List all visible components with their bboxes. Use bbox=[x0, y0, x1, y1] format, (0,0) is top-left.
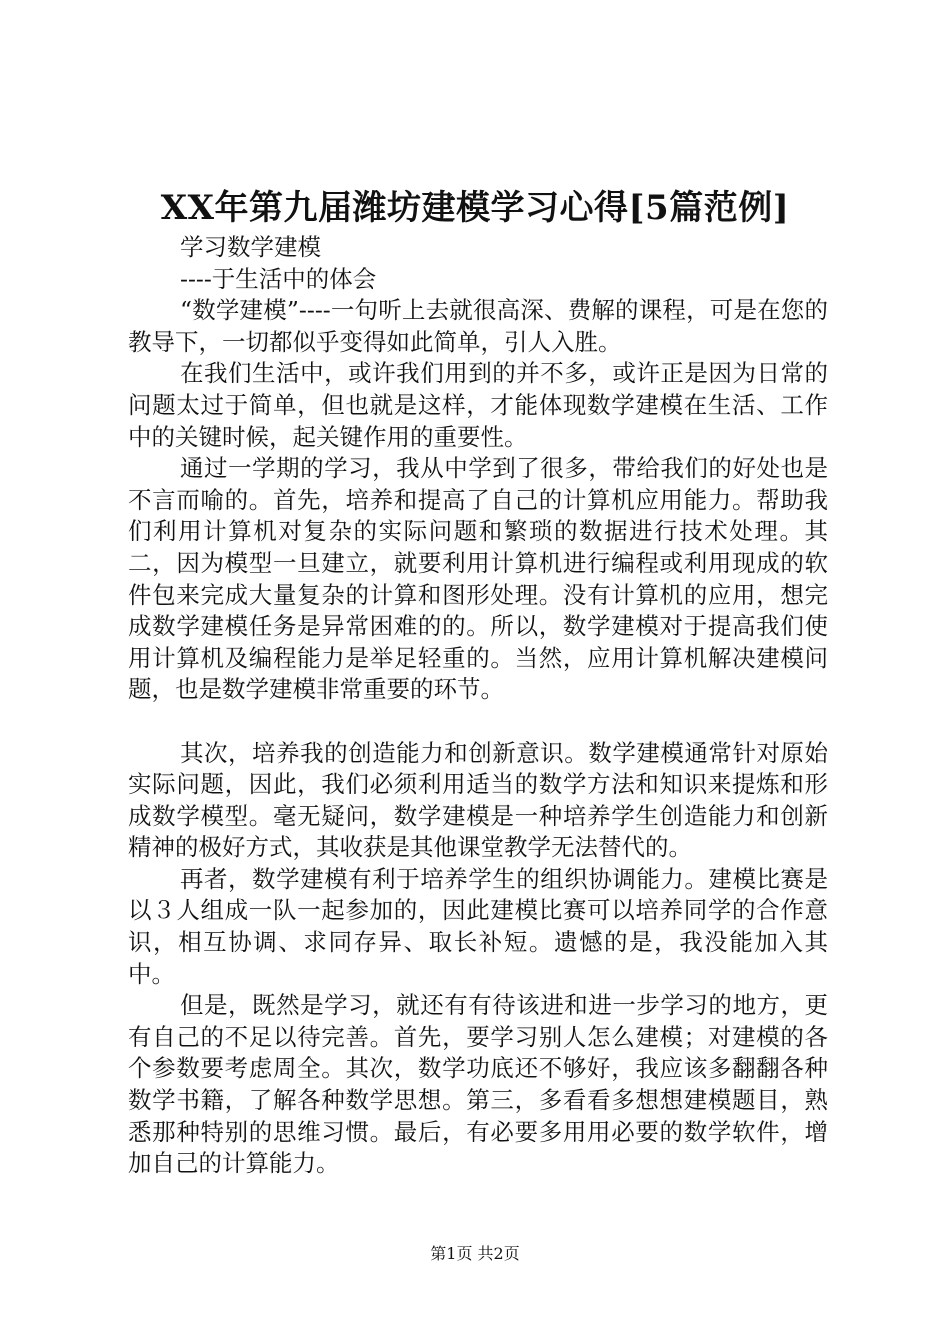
paragraph-1: “数学建模”----一句听上去就很高深、费解的课程，可是在您的教导下，一切都似乎变得如此简单，引人入胜。 bbox=[128, 296, 828, 356]
page-footer: 第1页 共2页 bbox=[430, 1244, 520, 1263]
paragraph-6: 但是，既然是学习，就还有有待该进和进一步学习的地方，更有自己的不足以待完善。首先，要学习别人怎么建模；对建模的各个参数要考虑周全。其次，数学功底还不够好，我应该多翻翻各种数学书籍，了解各种数学思想。第三，多看看多想想建模题目，熟悉那种特别的思维习惯。最后，有必要多用用必要的数学软件，增加自己的计算能力。 bbox=[128, 991, 828, 1178]
document-body bbox=[128, 232, 828, 1180]
paragraph-3: 通过一学期的学习，我从中学到了很多，带给我们的好处也是不言而喻的。首先，培养和提高了自己的计算机应用能力。帮助我们利用计算机对复杂的实际问题和繁琐的数据进行技术处理。其二，因为模型一旦建立，就要利用计算机进行编程或利用现成的软件包来完成大量复杂的计算和图形处理。没有计算机的应用，想完成数学建模任务是异常困难的的。所以，数学建模对于提高我们使用计算机及编程能力是举足轻重的。当然，应用计算机解决建模问题，也是数学建模非常重要的环节。 bbox=[128, 454, 828, 704]
subtitle-line-1: 学习数学建模 bbox=[180, 233, 321, 261]
paragraph-2: 在我们生活中，或许我们用到的并不多，或许正是因为日常的问题太过于简单，但也就是这样，才能体现数学建模在生活、工作中的关键时候，起关键作用的重要性。 bbox=[128, 359, 828, 451]
document-title: XX年第九届潍坊建模学习心得[5篇范例] bbox=[160, 188, 790, 228]
paragraph-5: 再者，数学建模有利于培养学生的组织协调能力。建模比赛是以３人组成一队一起参加的，因此建模比赛可以培养同学的合作意识，相互协调、求同存异、取长补短。遗憾的是，我没能加入其中。 bbox=[128, 864, 828, 988]
paragraph-spacer bbox=[128, 706, 828, 738]
paragraph-4: 其次，培养我的创造能力和创新意识。数学建模通常针对原始实际问题，因此，我们必须利用适当的数学方法和知识来提炼和形成数学模型。毫无疑问，数学建模是一种培养学生创造能力和创新精神的极好方式，其收获是其他课堂教学无法替代的。 bbox=[128, 738, 828, 862]
subtitle-line-2: ----于生活中的体会 bbox=[180, 264, 377, 293]
